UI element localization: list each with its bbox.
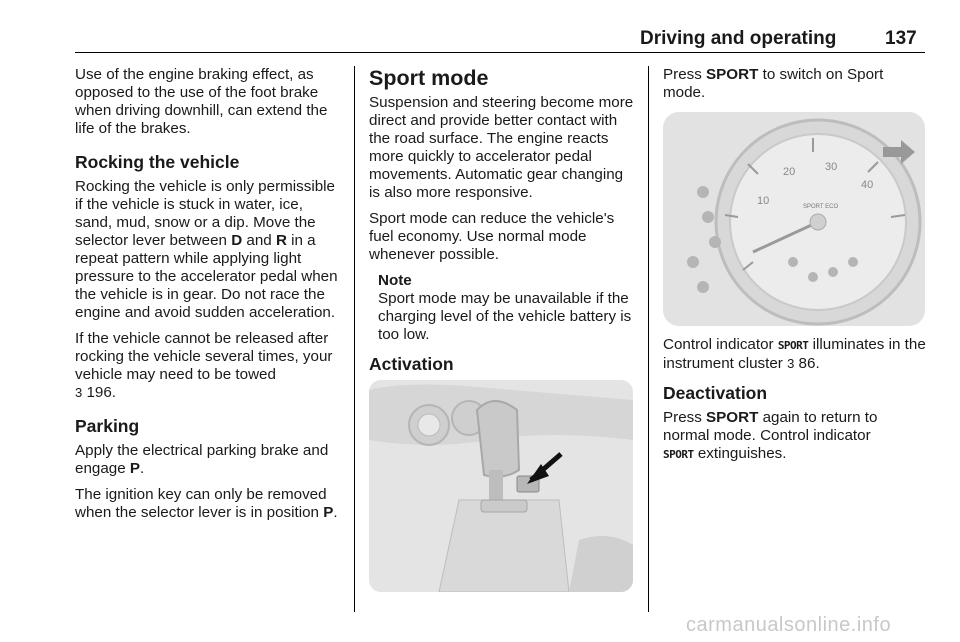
note-label: Note bbox=[378, 272, 412, 289]
note-box bbox=[378, 272, 634, 344]
parking-paragraph-2: The ignition key can only be removed when the selector lever is in position P. bbox=[75, 486, 338, 521]
sport-indicator-icon: SPORT bbox=[777, 339, 809, 352]
rocking-paragraph-1: Rocking the vehicle is only permissible if the vehicle is stuck in water, ice, sand, mud, snow or a dip. Move the selector lever between D and R in a repeat pattern while applying light pressure to the accelerator pedal when the vehicle is in gear. Do not race the engine and avoid sudden acceleration. bbox=[75, 178, 338, 321]
column-divider-2 bbox=[648, 66, 649, 612]
sport-button-label: SPORT bbox=[706, 409, 759, 426]
instrument-cluster-illustration bbox=[663, 112, 925, 326]
column-right bbox=[663, 66, 928, 472]
cluster-tick-40: 40 bbox=[861, 179, 874, 191]
activation-paragraph: Press SPORT to switch on Sport mode. bbox=[663, 66, 884, 101]
sport-mode-paragraph-1: Suspension and steering become more direct and provide better contact with the road surface. The engine reacts more quickly to accelerator pedal movements. Automatic gear changing is also more responsive. bbox=[369, 94, 634, 201]
watermark-text: carmanualsonline.info bbox=[686, 614, 892, 636]
rocking-heading: Rocking the vehicle bbox=[75, 152, 240, 172]
sport-mode-paragraph-2: Sport mode can reduce the vehicle's fuel economy. Use normal mode whenever possible. bbox=[369, 210, 615, 263]
sport-mode-heading: Sport mode bbox=[369, 66, 489, 90]
sport-indicator-icon: SPORT bbox=[663, 448, 694, 461]
page-reference-icon: 3 bbox=[75, 385, 83, 400]
deactivation-paragraph: Press SPORT again to return to normal mode. Control indicator SPORT extinguishes. bbox=[663, 409, 878, 462]
cluster-sport-eco-label: SPORT ECO bbox=[803, 204, 839, 210]
column-middle bbox=[369, 66, 634, 592]
rocking-paragraph-2: If the vehicle cannot be released after rocking the vehicle several times, your vehicle may need to be towed 3 196. bbox=[75, 330, 333, 401]
parking-paragraph-1: Apply the electrical parking brake and engage P. bbox=[75, 442, 329, 477]
control-indicator-paragraph: Control indicator SPORT illuminates in the instrument cluster 3 86. bbox=[663, 336, 926, 372]
cluster-tick-10: 10 bbox=[757, 195, 770, 207]
engine-braking-paragraph: Use of the engine braking effect, as opposed to the use of the foot brake when driving downhill, can extend the life of the brakes. bbox=[75, 66, 328, 137]
page-number: 137 bbox=[885, 28, 917, 49]
column-divider-1 bbox=[354, 66, 355, 612]
note-text: Sport mode may be unavailable if the charging level of the vehicle battery is too low. bbox=[378, 290, 632, 343]
towing-reference[interactable]: 196. bbox=[86, 384, 117, 401]
header-rule bbox=[75, 52, 925, 53]
activation-heading: Activation bbox=[369, 354, 454, 374]
parking-heading: Parking bbox=[75, 416, 140, 436]
page-header-title: Driving and operating bbox=[640, 28, 837, 49]
cluster-tick-20: 20 bbox=[783, 166, 796, 178]
selector-lever-illustration bbox=[369, 380, 633, 592]
cluster-tick-30: 30 bbox=[825, 161, 838, 173]
page-reference-icon: 3 bbox=[787, 356, 795, 371]
sport-button-label: SPORT bbox=[706, 66, 759, 83]
column-left bbox=[75, 66, 343, 530]
deactivation-heading: Deactivation bbox=[663, 383, 768, 403]
instrument-cluster-reference[interactable]: 86. bbox=[798, 355, 820, 372]
